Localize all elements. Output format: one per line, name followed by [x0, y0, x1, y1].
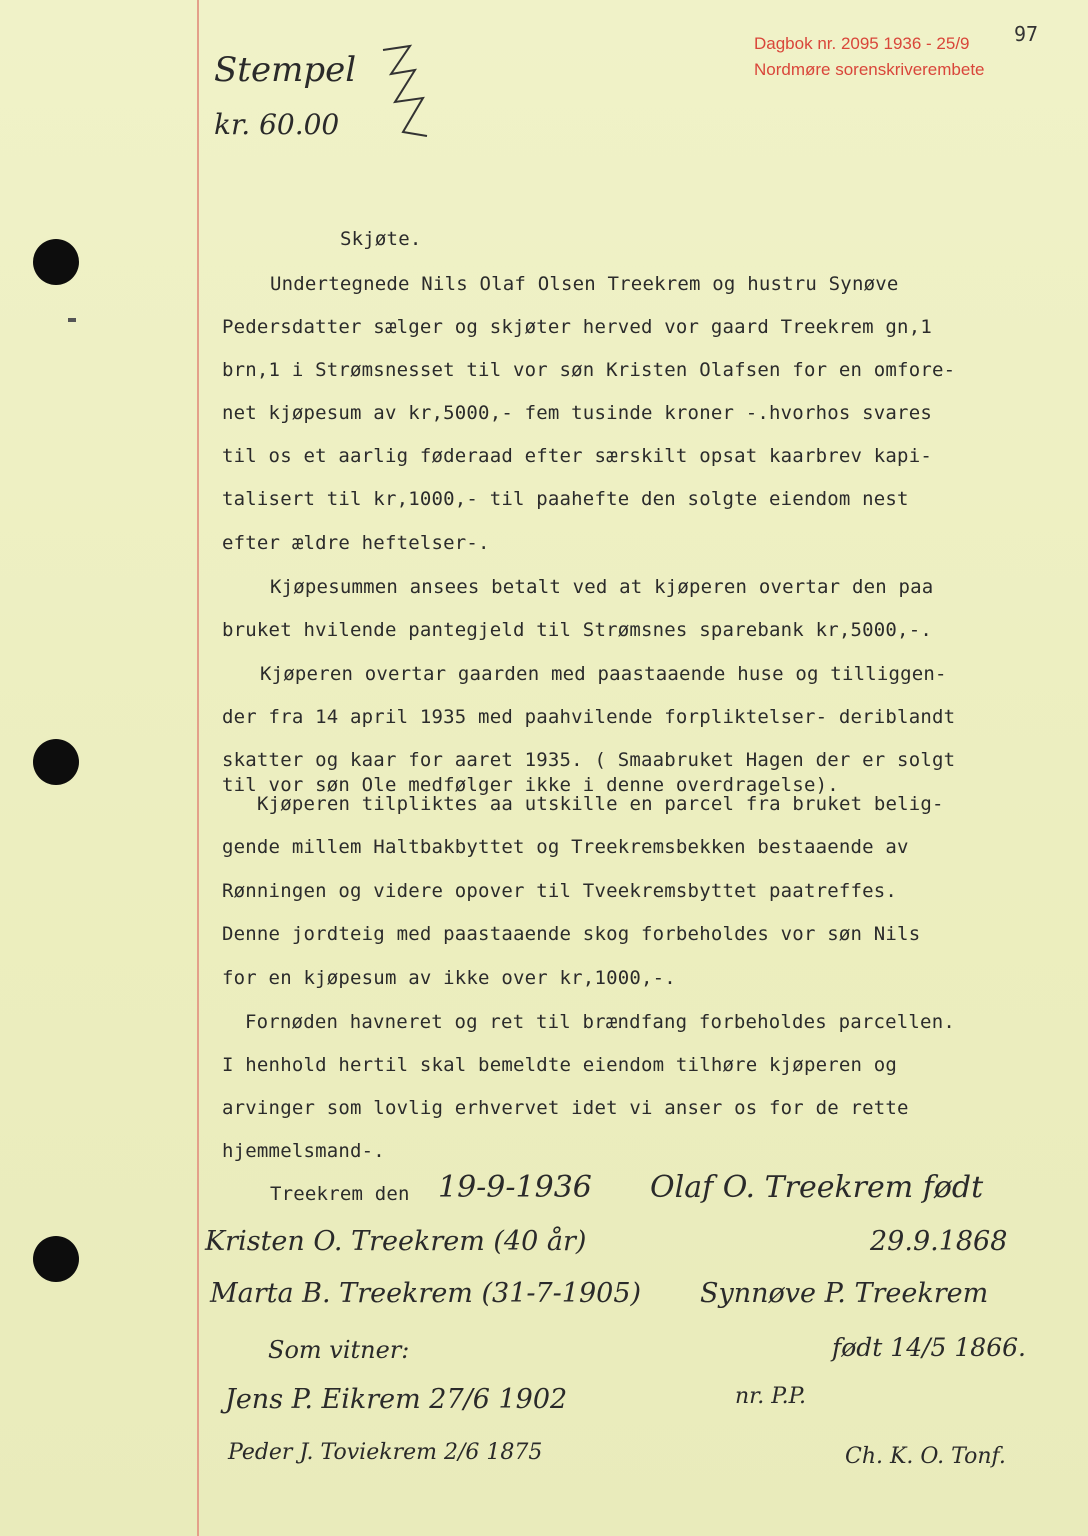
- body-line: Kjøperen tilpliktes aa utskille en parcel fra bruket belig-: [257, 793, 944, 815]
- witness-label: Som vitner:: [268, 1336, 410, 1364]
- signature-synnove: Synnøve P. Treekrem: [700, 1278, 989, 1309]
- birthdate-olaf: 29.9.1868: [870, 1226, 1008, 1257]
- body-line: bruket hvilende pantegjeld til Strømsnes sparebank kr,5000,-.: [222, 619, 932, 641]
- signature-marta: Marta B. Treekrem (31-7-1905): [210, 1278, 642, 1309]
- body-line: hjemmelsmand-.: [222, 1140, 385, 1162]
- body-line: for en kjøpesum av ikke over kr,1000,-.: [222, 967, 676, 989]
- registry-stamp-line1: Dagbok nr. 2095 1936 - 25/9: [754, 34, 970, 53]
- body-line: I henhold hertil skal bemeldte eiendom tilhøre kjøperen og: [222, 1054, 898, 1076]
- body-line: der fra 14 april 1935 med paahvilende forpliktelser- deriblandt: [222, 706, 956, 728]
- flourish-mark: [375, 40, 445, 150]
- stamp-note-title: Stempel: [214, 50, 357, 90]
- document-title: Skjøte.: [340, 228, 422, 250]
- body-line: Kjøpesummen ansees betalt ved at kjøperen overtar den paa: [270, 576, 934, 598]
- birthdate-synnove: født 14/5 1866.: [832, 1333, 1026, 1362]
- body-line: skatter og kaar for aaret 1935. ( Smaabruket Hagen der er solgt: [222, 749, 956, 771]
- witness-jens-note: nr. P.P.: [735, 1384, 806, 1409]
- punch-hole-top: [33, 239, 79, 285]
- body-line: Pedersdatter sælger og skjøter herved vor gaard Treekrem gn,1: [222, 316, 932, 338]
- body-line: til os et aarlig føderaad efter særskilt opsat kaarbrev kapi-: [222, 445, 932, 467]
- body-line: Kjøperen overtar gaarden med paastaaende huse og tilliggen-: [260, 663, 947, 685]
- body-line: Fornøden havneret og ret til brændfang forbeholdes parcellen.: [245, 1011, 955, 1033]
- body-line: gende millem Haltbakbyttet og Treekremsbekken bestaaende av: [222, 836, 909, 858]
- margin-mark: [68, 318, 76, 322]
- stamp-note-amount: kr. 60.00: [214, 108, 340, 141]
- body-line: til vor søn Ole medfølger ikke i denne overdragelse).: [222, 774, 839, 796]
- signature-kristen: Kristen O. Treekrem (40 år): [205, 1226, 587, 1257]
- body-line: net kjøpesum av kr,5000,- fem tusinde kroner -.hvorhos svares: [222, 402, 932, 424]
- page-number: 97: [1014, 22, 1039, 46]
- red-margin-line: [197, 0, 199, 1536]
- body-line: talisert til kr,1000,- til paahefte den solgte eiendom nest: [222, 488, 909, 510]
- body-line: arvinger som lovlig erhvervet idet vi anser os for de rette: [222, 1097, 909, 1119]
- punch-hole-middle: [33, 739, 79, 785]
- witness-peder-note: Ch. K. O. Tonf.: [845, 1444, 1006, 1469]
- signing-date: 19-9-1936: [438, 1170, 592, 1205]
- place-date-label: Treekrem den: [270, 1183, 410, 1205]
- body-line: efter ældre heftelser-.: [222, 532, 490, 554]
- signature-olaf: Olaf O. Treekrem født: [650, 1170, 984, 1205]
- punch-hole-bottom: [33, 1236, 79, 1282]
- body-line: Rønningen og videre opover til Tveekremsbyttet paatreffes.: [222, 880, 898, 902]
- body-line: Undertegnede Nils Olaf Olsen Treekrem og hustru Synøve: [270, 273, 899, 295]
- body-line: brn,1 i Strømsnesset til vor søn Kristen Olafsen for en omfore-: [222, 359, 956, 381]
- registry-stamp-line2: Nordmøre sorenskriverembete: [754, 60, 985, 79]
- body-line: Denne jordteig med paastaaende skog forbeholdes vor søn Nils: [222, 923, 921, 945]
- signature-witness-peder: Peder J. Toviekrem 2/6 1875: [228, 1440, 543, 1465]
- signature-witness-jens: Jens P. Eikrem 27/6 1902: [225, 1384, 568, 1415]
